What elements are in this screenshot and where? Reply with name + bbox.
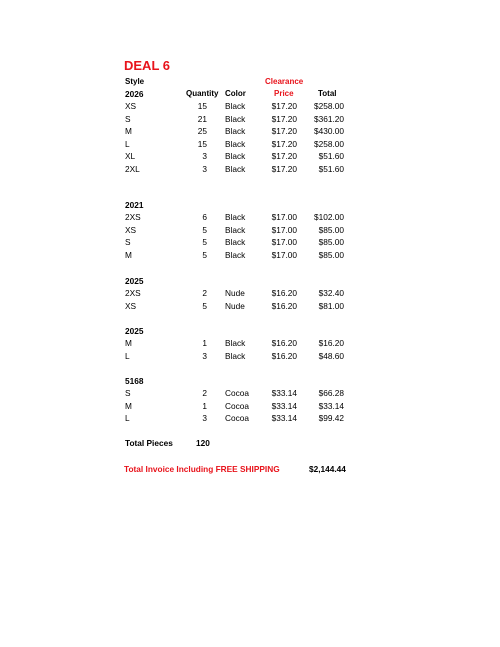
total-header: Total xyxy=(318,89,337,98)
invoice-total-label: Total Invoice Including FREE SHIPPING xyxy=(124,464,280,474)
invoice-total-value: $2,144.44 xyxy=(309,464,346,474)
color-cell: Black xyxy=(225,138,246,149)
quantity-cell: 25 xyxy=(197,126,207,136)
size-cell: L xyxy=(125,413,130,423)
quantity-cell: 21 xyxy=(197,113,207,124)
price-cell: $16.20 xyxy=(271,350,297,361)
size-cell: XS xyxy=(125,300,137,311)
total-cell: $102.00 xyxy=(314,212,344,222)
total-cell: $85.00 xyxy=(318,249,344,260)
price-cell: $33.14 xyxy=(271,400,297,411)
size-cell: XS xyxy=(125,224,137,235)
color-cell: Black xyxy=(225,126,246,136)
quantity-cell: 15 xyxy=(197,138,207,149)
table-row xyxy=(0,151,500,163)
quantity-cell: 5 xyxy=(202,224,207,235)
total-cell: $51.60 xyxy=(318,163,344,174)
quantity-cell: 3 xyxy=(202,413,207,423)
table-row xyxy=(0,212,500,224)
color-cell: Black xyxy=(225,237,246,247)
quantity-cell: 3 xyxy=(202,163,207,174)
table-row xyxy=(0,225,500,237)
color-cell: Cocoa xyxy=(225,400,249,411)
style-group-label: 2026 xyxy=(125,89,144,99)
price-cell: $17.20 xyxy=(271,126,297,136)
color-cell: Black xyxy=(225,338,246,348)
size-cell: M xyxy=(125,338,132,348)
color-cell: Black xyxy=(225,163,246,174)
color-cell: Black xyxy=(225,224,246,235)
deal-title: DEAL 6 xyxy=(124,58,170,73)
price-cell: $17.20 xyxy=(271,151,297,161)
size-cell: L xyxy=(125,350,130,361)
quantity-cell: 1 xyxy=(202,338,207,348)
size-cell: L xyxy=(125,138,130,149)
total-cell: $258.00 xyxy=(314,138,344,149)
quantity-cell: 3 xyxy=(202,151,207,161)
total-cell: $430.00 xyxy=(314,126,344,136)
table-row xyxy=(0,139,500,151)
quantity-cell: 6 xyxy=(202,212,207,222)
price-cell: $17.00 xyxy=(271,237,297,247)
size-cell: 2XL xyxy=(125,163,140,174)
total-cell: $51.60 xyxy=(318,151,344,161)
size-cell: 2XS xyxy=(125,212,141,222)
quantity-cell: 2 xyxy=(202,288,207,298)
style-group-label: 2021 xyxy=(125,200,144,210)
table-row xyxy=(0,288,500,300)
total-cell: $16.20 xyxy=(318,338,344,348)
quantity-cell: 5 xyxy=(202,300,207,311)
color-header: Color xyxy=(225,89,246,98)
color-cell: Nude xyxy=(225,288,245,298)
table-row xyxy=(0,164,500,176)
style-group-label: 2025 xyxy=(125,326,144,336)
total-cell: $361.20 xyxy=(314,113,344,124)
size-cell: XL xyxy=(125,151,136,161)
price-cell: $17.00 xyxy=(271,249,297,260)
color-cell: Black xyxy=(225,151,246,161)
size-cell: S xyxy=(125,237,131,247)
price-cell: $17.20 xyxy=(271,101,297,111)
price-cell: $33.14 xyxy=(271,413,297,423)
total-cell: $99.42 xyxy=(318,413,344,423)
table-row xyxy=(0,351,500,363)
total-cell: $33.14 xyxy=(318,400,344,411)
size-cell: M xyxy=(125,249,132,260)
size-cell: 2XS xyxy=(125,288,141,298)
quantity-header: Quantity xyxy=(186,89,219,98)
table-row xyxy=(0,126,500,138)
total-cell: $85.00 xyxy=(318,224,344,235)
table-row xyxy=(0,413,500,425)
quantity-cell: 1 xyxy=(202,400,207,411)
quantity-cell: 5 xyxy=(202,249,207,260)
clearance-header: Clearance xyxy=(265,77,304,86)
table-row xyxy=(0,388,500,400)
color-cell: Cocoa xyxy=(225,413,249,423)
quantity-cell: 15 xyxy=(197,101,207,111)
total-cell: $66.28 xyxy=(318,388,344,398)
total-cell: $32.40 xyxy=(318,288,344,298)
total-pieces-value: 120 xyxy=(196,438,210,448)
color-cell: Cocoa xyxy=(225,388,249,398)
quantity-cell: 5 xyxy=(202,237,207,247)
size-cell: S xyxy=(125,113,131,124)
total-cell: $48.60 xyxy=(318,350,344,361)
price-cell: $17.20 xyxy=(271,138,297,149)
style-group-label: 2025 xyxy=(125,276,144,286)
table-row xyxy=(0,250,500,262)
size-cell: M xyxy=(125,400,132,411)
style-group-label: 5168 xyxy=(125,376,144,386)
size-cell: M xyxy=(125,126,132,136)
price-cell: $16.20 xyxy=(271,288,297,298)
style-header: Style xyxy=(125,77,145,86)
table-row xyxy=(0,301,500,313)
quantity-cell: 3 xyxy=(202,350,207,361)
total-pieces-label: Total Pieces xyxy=(125,438,173,448)
size-cell: XS xyxy=(125,101,137,111)
price-cell: $17.00 xyxy=(271,224,297,235)
table-row xyxy=(0,101,500,113)
size-cell: S xyxy=(125,388,131,398)
price-cell: $16.20 xyxy=(271,338,297,348)
table-row xyxy=(0,114,500,126)
price-cell: $17.20 xyxy=(271,113,297,124)
table-row xyxy=(0,338,500,350)
color-cell: Black xyxy=(225,350,246,361)
color-cell: Nude xyxy=(225,300,245,311)
total-cell: $258.00 xyxy=(314,101,344,111)
table-row xyxy=(0,401,500,413)
color-cell: Black xyxy=(225,249,246,260)
price-cell: $17.20 xyxy=(271,163,297,174)
color-cell: Black xyxy=(225,101,246,111)
color-cell: Black xyxy=(225,113,246,124)
table-row xyxy=(0,237,500,249)
price-cell: $17.00 xyxy=(271,212,297,222)
quantity-cell: 2 xyxy=(202,388,207,398)
total-cell: $85.00 xyxy=(318,237,344,247)
price-cell: $33.14 xyxy=(271,388,297,398)
price-cell: $16.20 xyxy=(271,300,297,311)
color-cell: Black xyxy=(225,212,246,222)
price-header: Price xyxy=(274,89,294,98)
total-cell: $81.00 xyxy=(318,300,344,311)
